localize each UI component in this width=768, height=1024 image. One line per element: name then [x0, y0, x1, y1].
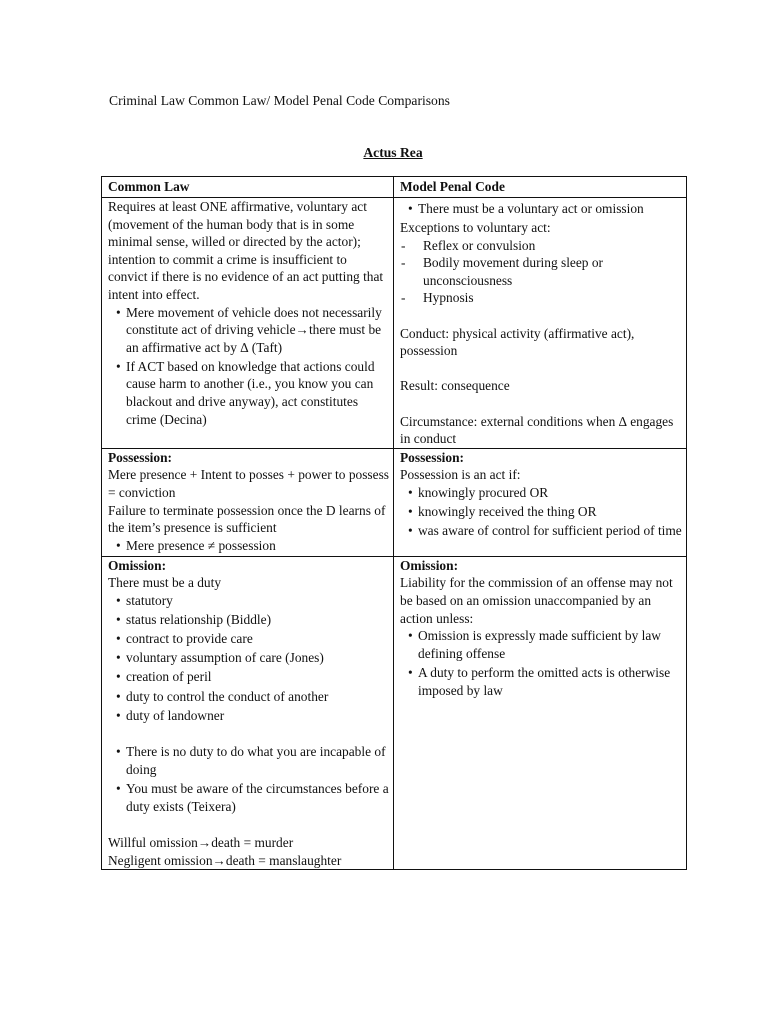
- document-title: Criminal Law Common Law/ Model Penal Code Comparisons: [109, 93, 450, 108]
- section-heading: Actus Rea: [363, 145, 423, 160]
- cl-act-intro: Requires at least ONE affirmative, voluntary act (movement of the human body that is in some minimal sense, willed or directed by the actor); intention to commit a crime is insufficient to convict if there is no evidence of an act putting that intent into effect.: [108, 199, 384, 302]
- list-item: • creation of peril: [108, 668, 389, 686]
- cl-act-cell: [102, 198, 394, 449]
- list-item: • knowingly received the thing OR: [400, 503, 682, 521]
- mpc-possession-bullets: [400, 484, 682, 540]
- list-item: • duty to control the conduct of another: [108, 688, 389, 706]
- mpc-exceptions-label: Exceptions to voluntary act:: [400, 220, 551, 236]
- header-common-law: Common Law: [102, 177, 394, 198]
- mpc-omission-bullets: [400, 627, 682, 699]
- list-item: • You must be aware of the circumstances before a duty exists (Teixera): [108, 780, 389, 815]
- cl-possession-line2: Failure to terminate possession once the D learns of the item’s presence is sufficient: [108, 502, 386, 536]
- list-item: • knowingly procured OR: [400, 484, 682, 502]
- mpc-conduct: Conduct: physical activity (affirmative act), possession: [400, 325, 635, 359]
- mpc-omission-intro: Liability for the commission of an offense may not be based on an omission unaccompanied by an action unless:: [400, 575, 673, 626]
- mpc-act-bullets: [400, 200, 682, 218]
- list-item: • contract to provide care: [108, 630, 389, 648]
- mpc-act-cell: [394, 198, 687, 449]
- list-item: • A duty to perform the omitted acts is otherwise imposed by law: [400, 664, 682, 699]
- list-item: • Mere presence ≠ possession: [108, 537, 389, 555]
- list-item: • voluntary assumption of care (Jones): [108, 649, 389, 667]
- header-model-penal-code: Model Penal Code: [394, 177, 687, 198]
- table-row-omission: [102, 556, 687, 870]
- mpc-result: Result: consequence: [400, 378, 510, 394]
- cl-omission-heading: Omission:: [108, 557, 167, 573]
- list-item: - Bodily movement during sleep or unconsciousness: [400, 254, 682, 289]
- list-item: • If ACT based on knowledge that actions could cause harm to another (i.e., you know you can blackout and drive anyway), act constitutes crime (Decina): [108, 358, 389, 428]
- list-item: • duty of landowner: [108, 707, 389, 725]
- cl-possession-line1: Mere presence + Intent to posses + power to possess = conviction: [108, 467, 389, 500]
- mpc-possession-intro: Possession is an act if:: [400, 467, 521, 483]
- table-header-row: [102, 177, 687, 198]
- cl-omission-cell: [102, 556, 394, 870]
- cl-omission-intro: There must be a duty: [108, 575, 222, 591]
- cl-possession-bullets: [108, 537, 389, 555]
- cl-omission-notes: [108, 743, 389, 815]
- mpc-possession-cell: [394, 448, 687, 556]
- cl-omission-outcome1: Willful omission→death = murder: [108, 835, 294, 851]
- mpc-omission-cell: [394, 556, 687, 870]
- cl-omission-outcome2: Negligent omission→death = manslaughter: [108, 852, 342, 868]
- list-item: • statutory: [108, 592, 389, 610]
- list-item: • There must be a voluntary act or omission: [400, 200, 682, 218]
- cl-possession-cell: [102, 448, 394, 556]
- comparison-table: [101, 176, 687, 870]
- list-item: • Mere movement of vehicle does not necessarily constitute act of driving vehicle→there must be an affirmative act by ∆ (Taft): [108, 304, 389, 357]
- table-row-possession: [102, 448, 687, 556]
- list-item: • was aware of control for sufficient period of time: [400, 522, 682, 540]
- list-item: • Omission is expressly made sufficient by law defining offense: [400, 627, 682, 662]
- mpc-possession-heading: Possession:: [400, 449, 464, 465]
- list-item: - Hypnosis: [400, 289, 682, 307]
- list-item: • There is no duty to do what you are incapable of doing: [108, 743, 389, 778]
- cl-possession-heading: Possession:: [108, 449, 172, 465]
- mpc-exceptions-list: [400, 237, 682, 307]
- cl-act-bullets: [108, 304, 389, 429]
- table-row-act: [102, 198, 687, 449]
- list-item: • status relationship (Biddle): [108, 611, 389, 629]
- list-item: - Reflex or convulsion: [400, 237, 682, 255]
- mpc-omission-heading: Omission:: [400, 557, 459, 573]
- mpc-circumstance: Circumstance: external conditions when ∆ engages in conduct: [400, 413, 674, 447]
- cl-duty-list: [108, 592, 389, 724]
